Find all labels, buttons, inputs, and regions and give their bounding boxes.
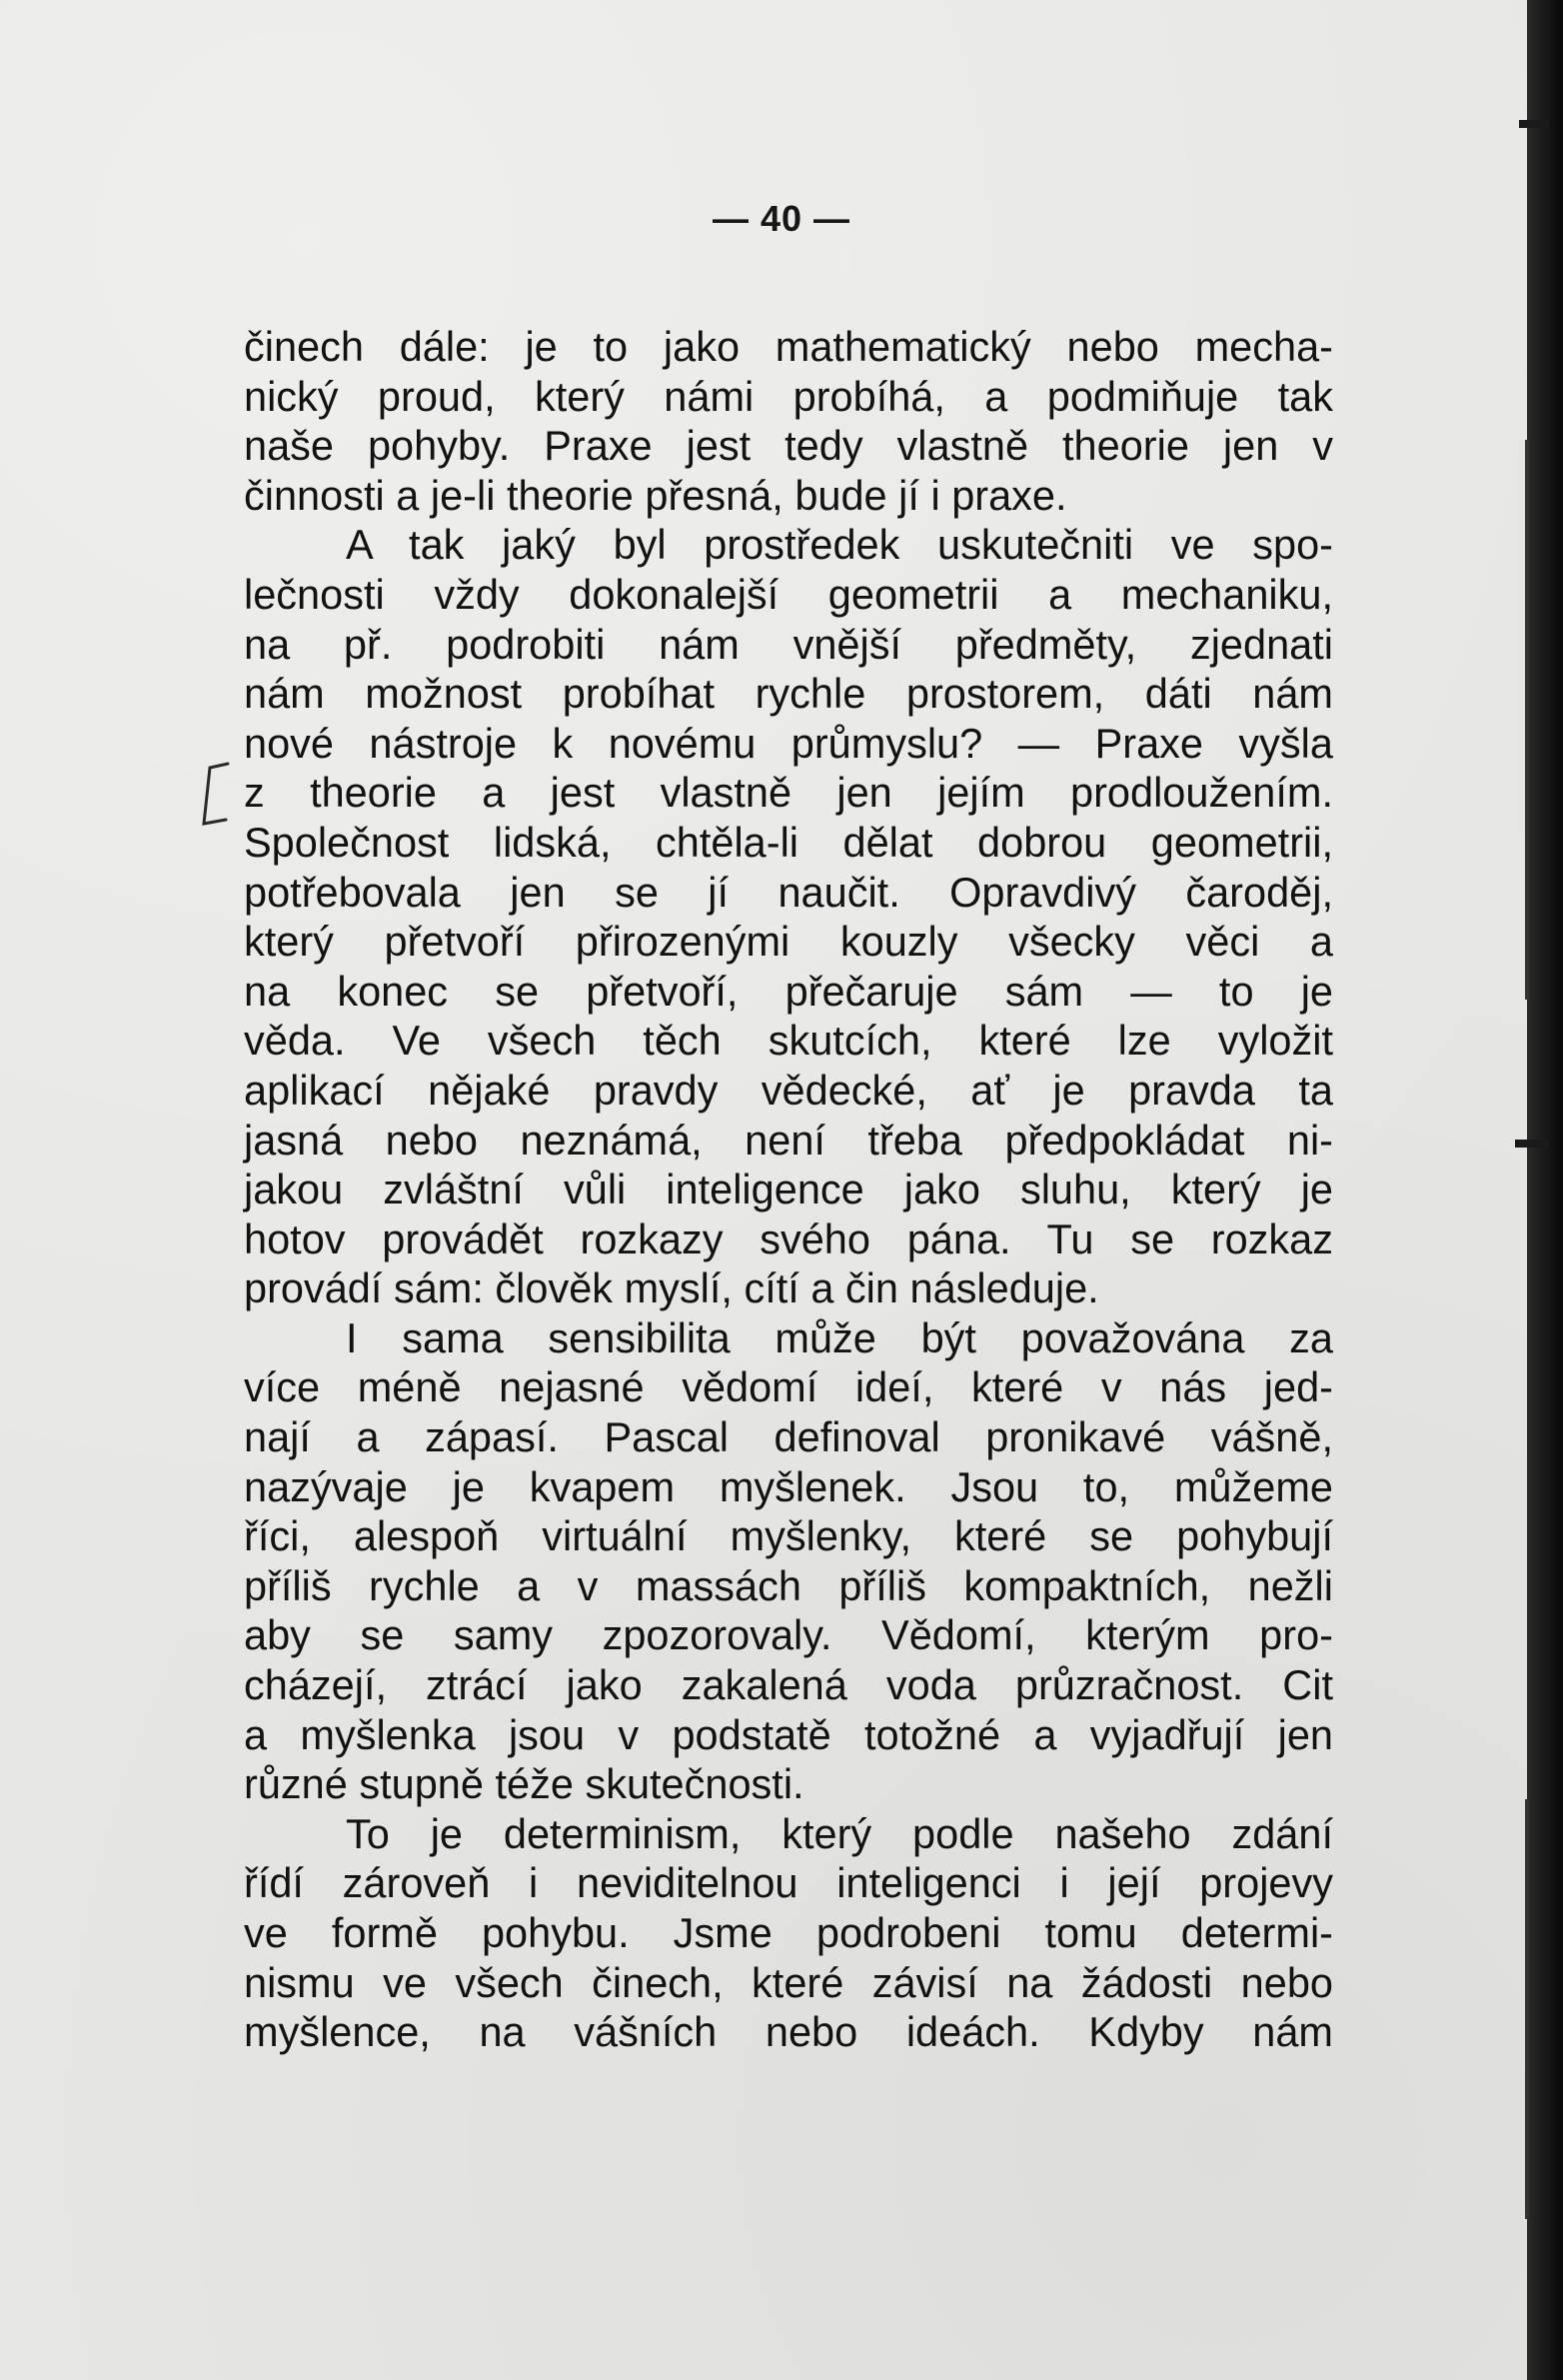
- binding-mark: [1525, 1799, 1529, 2219]
- text-line: nický proud, který námi probíhá, a podmiňuje tak: [244, 372, 1333, 420]
- text-line: řídí zároveň i neviditelnou inteligenci i její projevy: [244, 1859, 1333, 1907]
- text-line: A tak jaký byl prostředek uskutečniti ve spo-: [346, 521, 1333, 569]
- text-line: z theorie a jest vlastně jen jejím prodloužením.: [244, 769, 1333, 817]
- body-text: [244, 322, 1333, 2057]
- text-line: myšlence, na vášních nebo ideách. Kdyby nám: [244, 2008, 1333, 2056]
- text-line: věda. Ve všech těch skutcích, které lze vyložit: [244, 1017, 1333, 1065]
- text-line: aplikací nějaké pravdy vědecké, ať je pravda ta: [244, 1066, 1333, 1114]
- text-line: příliš rychle a v massách příliš kompaktních, nežli: [244, 1561, 1333, 1609]
- text-line: ve formě pohybu. Jsme podrobeni tomu determi-: [244, 1909, 1333, 1956]
- text-line: na konec se přetvoří, přečaruje sám — to je: [244, 967, 1333, 1015]
- pencil-margin-mark: [196, 760, 236, 830]
- binding-mark: [1519, 120, 1549, 128]
- text-line: činnosti a je-li theorie přesná, bude jí i praxe.: [244, 471, 1067, 519]
- page-number: — 40 —: [712, 198, 851, 239]
- text-line: naše pohyby. Praxe jest tedy vlastně theorie jen v: [244, 422, 1333, 470]
- page-edge-shadow: [1527, 0, 1563, 2380]
- text-line: nají a zápasí. Pascal definoval pronikavé vášně,: [244, 1413, 1333, 1461]
- text-line: aby se samy zpozorovaly. Vědomí, kterým pro-: [244, 1611, 1333, 1659]
- text-line: jasná nebo neznámá, není třeba předpokládat ni-: [244, 1116, 1333, 1164]
- text-line: nazývaje je kvapem myšlenek. Jsou to, můžeme: [244, 1462, 1333, 1510]
- text-line: více méně nejasné vědomí ideí, které v nás jed-: [244, 1363, 1333, 1411]
- text-line: jakou zvláštní vůli inteligence jako sluhu, který je: [244, 1166, 1333, 1213]
- binding-mark: [1525, 440, 1529, 1000]
- text-line: nové nástroje k novému průmyslu? — Praxe vyšla: [244, 719, 1333, 767]
- text-line: různé stupně téže skutečnosti.: [244, 1760, 804, 1808]
- text-line: provádí sám: člověk myslí, cítí a čin následuje.: [244, 1264, 1099, 1312]
- text-line: na př. podrobiti nám vnější předměty, zjednati: [244, 620, 1333, 668]
- text-line: a myšlenka jsou v podstatě totožné a vyjadřují jen: [244, 1710, 1333, 1758]
- text-line: činech dále: je to jako mathematický nebo mecha-: [244, 323, 1333, 370]
- text-line: hotov provádět rozkazy svého pána. Tu se rozkaz: [244, 1214, 1333, 1262]
- text-line: To je determinism, který podle našeho zdání: [346, 1809, 1333, 1857]
- text-line: nismu ve všech činech, které závisí na žádosti nebo: [244, 1958, 1333, 2006]
- binding-mark: [1515, 1140, 1549, 1148]
- text-line: cházejí, ztrácí jako zakalená voda průzračnost. Cit: [244, 1661, 1333, 1709]
- text-line: lečnosti vždy dokonalejší geometrii a mechaniku,: [244, 570, 1333, 618]
- text-line: Společnost lidská, chtěla-li dělat dobrou geometrii,: [244, 818, 1333, 866]
- text-line: I sama sensibilita může být považována za: [346, 1313, 1333, 1361]
- text-line: který přetvoří přirozenými kouzly všecky věci a: [244, 918, 1333, 966]
- text-line: potřebovala jen se jí naučit. Opravdivý čaroděj,: [244, 868, 1333, 916]
- text-line: říci, alespoň virtuální myšlenky, které se pohybují: [244, 1512, 1333, 1560]
- text-line: nám možnost probíhat rychle prostorem, dáti nám: [244, 670, 1333, 718]
